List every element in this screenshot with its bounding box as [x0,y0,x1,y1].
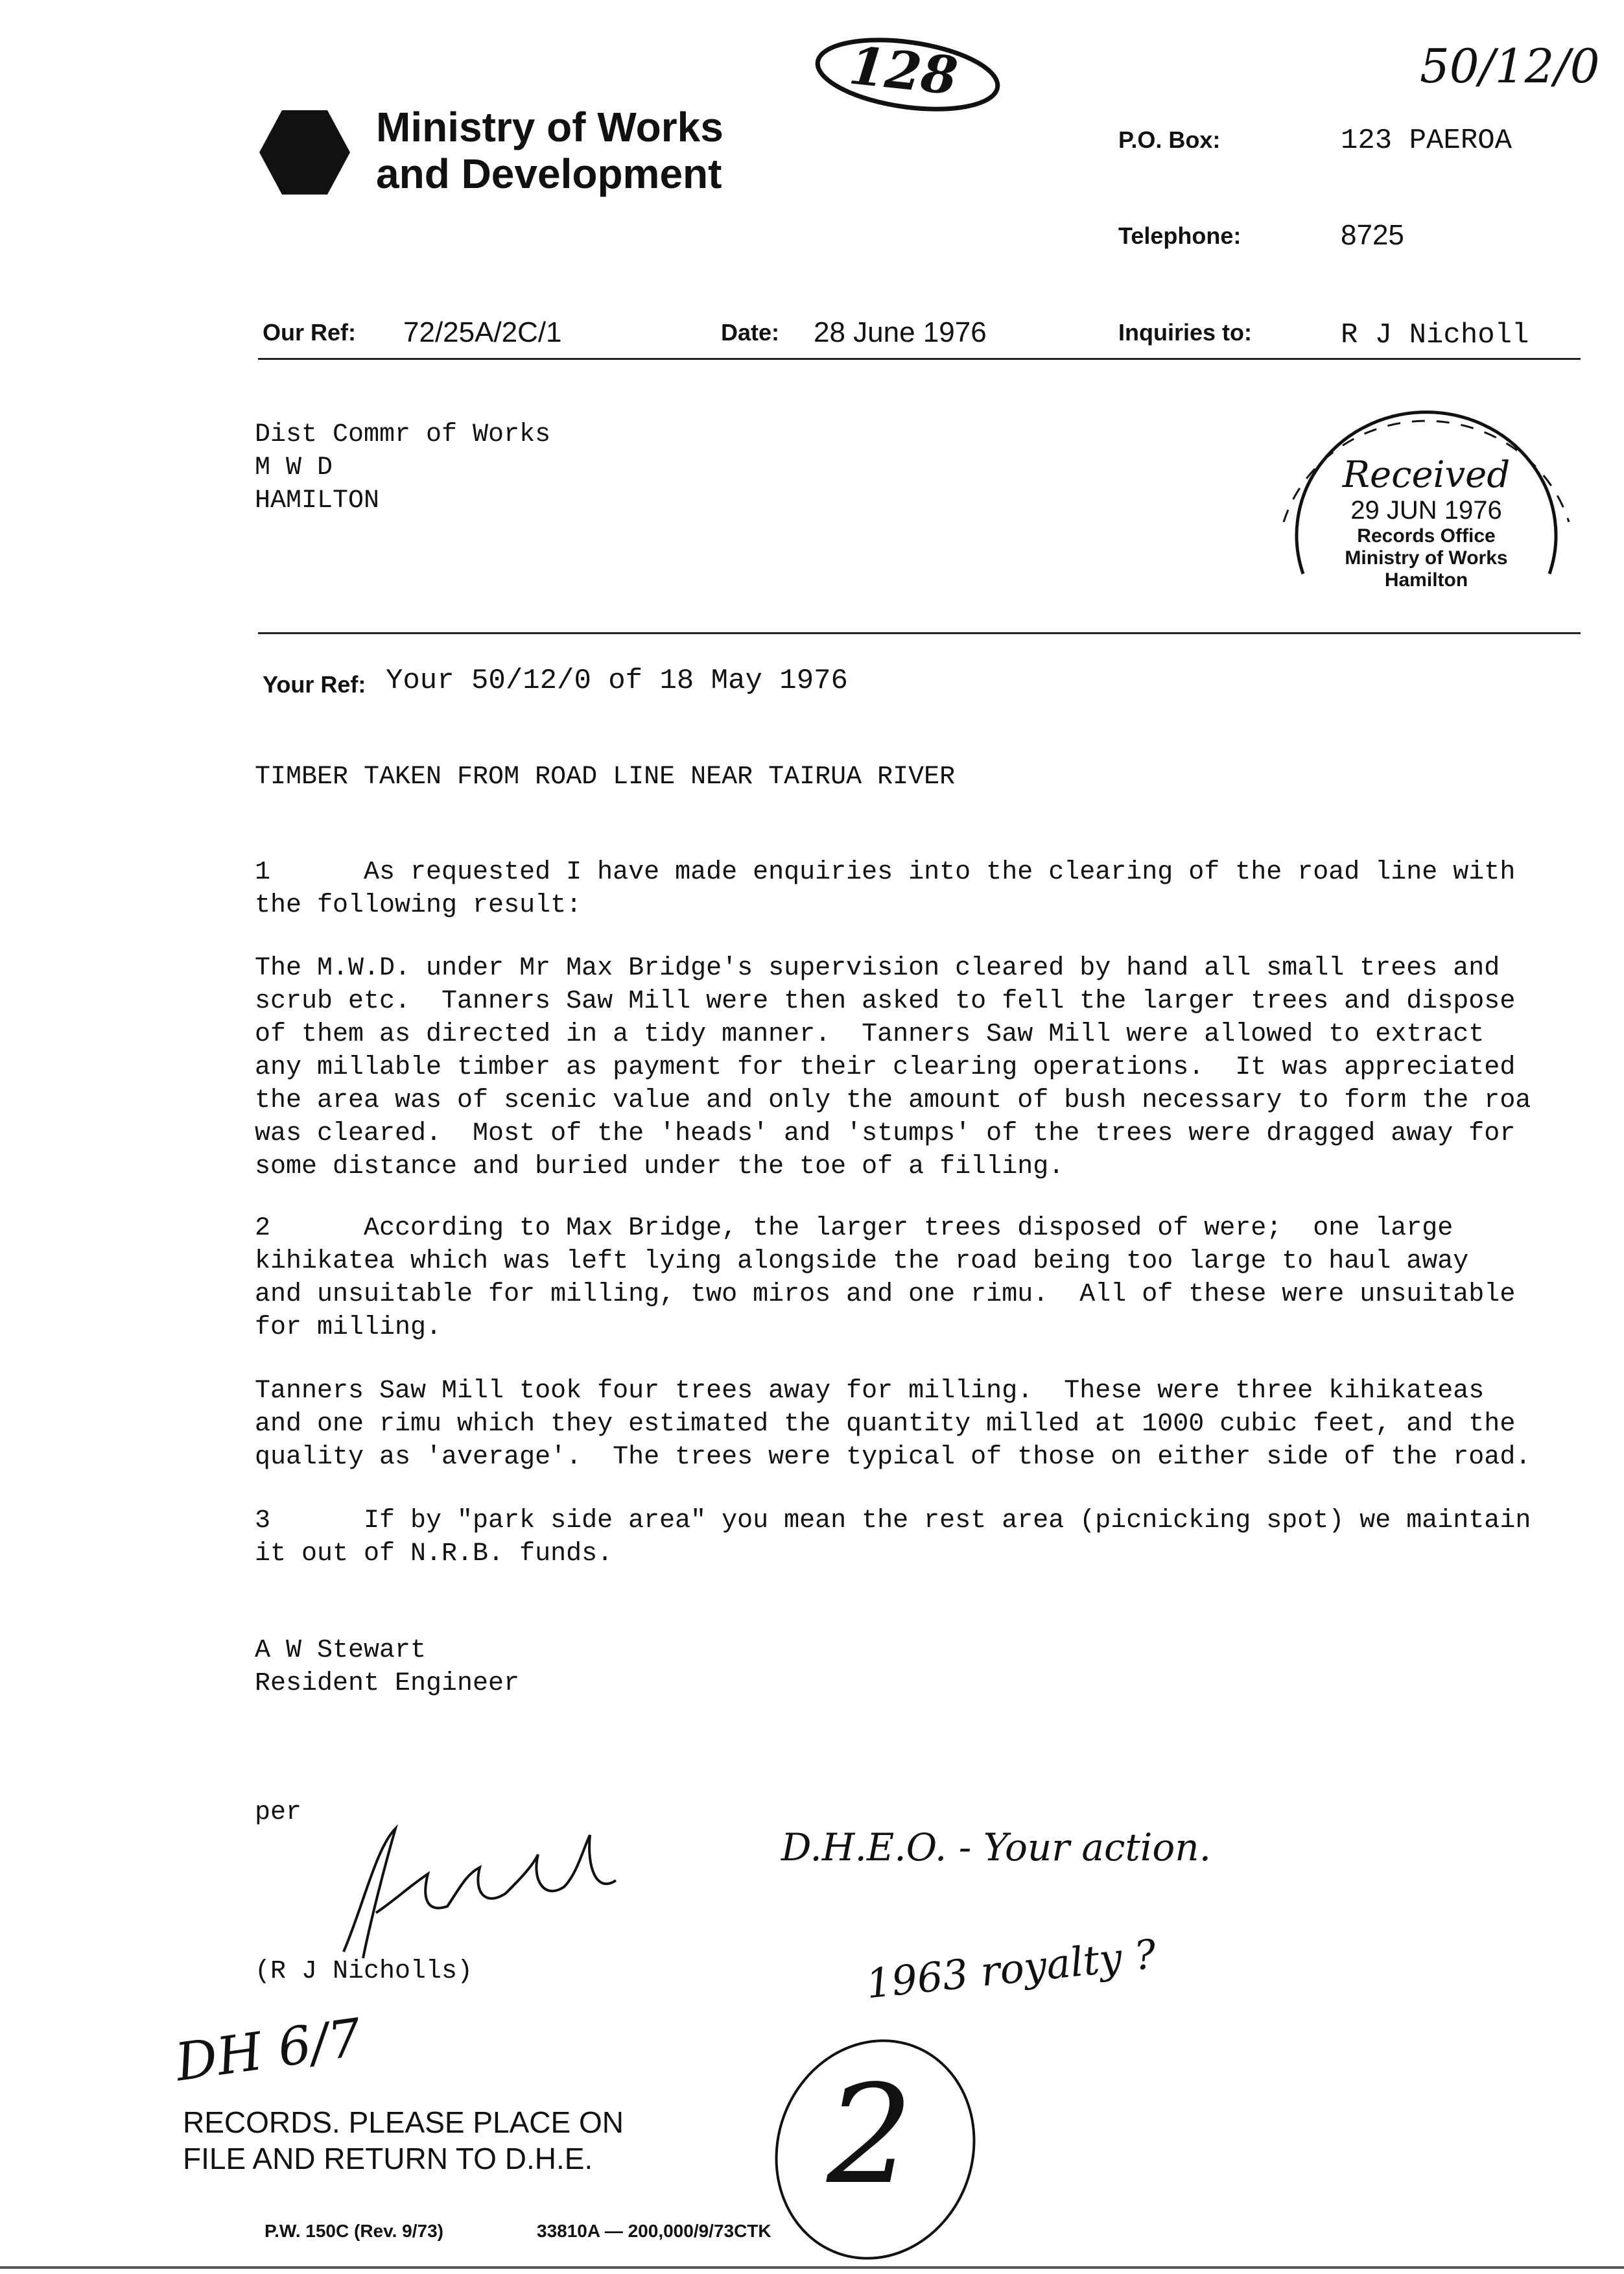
telephone-value: 8725 [1341,219,1404,251]
stamp-line-2: Ministry of Works [1345,547,1508,569]
stamp-date: 29 JUN 1976 [1350,496,1502,525]
letter-subject: TIMBER TAKEN FROM ROAD LINE NEAR TAIRUA RIVER [255,763,956,792]
date-label: Date: [721,319,780,346]
stamp-line-3: Hamilton [1384,569,1468,591]
records-instruction [183,2104,624,2177]
our-ref-value: 72/25A/2C/1 [403,316,562,348]
initials-annotation: DH 6/7 [171,2007,366,2093]
paragraph-3: 2 According to Max Bridge, the larger trees disposed of were; one large kihikatea which was left lying alongside the road being too large to haul away and unsuitable for milling, two miros and one rimu. All of these were unsuitable for milling. [255,1214,1516,1342]
signer-title: Resident Engineer [255,1669,520,1698]
addressee-line-2: M W D [255,453,333,482]
po-box-value: 123 PAEROA [1341,124,1512,157]
our-ref-label: Our Ref: [263,319,356,346]
records-line-1: RECORDS. PLEASE PLACE ON [183,2105,624,2139]
paragraph-4: Tanners Saw Mill took four trees away for milling. These were three kihikateas and one rimu which they estimated the quantity milled at 1000 cubic feet, and the quality as 'average'. The trees were typical of those on either side of the road. [255,1377,1531,1472]
circled-number: 128 [846,34,961,107]
stamp-received: Received [1342,454,1511,496]
ministry-logo [259,110,350,195]
organization-name [376,104,724,197]
per-label: per [255,1798,302,1827]
addressee-line-3: HAMILTON [255,486,380,515]
file-number-annotation: 50/12/0 [1420,39,1600,93]
your-ref-value: Your 50/12/0 of 18 May 1976 [386,665,848,697]
your-ref-label: Your Ref: [263,671,366,698]
org-line-1: Ministry of Works [376,104,724,150]
date-value: 28 June 1976 [814,316,987,348]
paragraph-2: The M.W.D. under Mr Max Bridge's supervision cleared by hand all small trees and scrub etc. Tanners Saw Mill were then asked to fell the larger trees and dispose of them as directed in a tidy manner. Tanners Saw Mill were allowed to extract any millable timber as payment for their clearing operations. It was appreciated the area was of scenic value and only the amount of bush necessary to form the roa was cleared. Most of the 'heads' and 'stumps' of the trees were dragged away for some distance and buried under the toe of a filling. [255,954,1531,1181]
handwritten-signature [324,1809,622,1965]
org-line-2: and Development [376,150,722,197]
stamp-line-1: Records Office [1357,525,1496,547]
records-line-2: FILE AND RETURN TO D.H.E. [183,2142,593,2175]
paragraph-1: 1 As requested I have made enquiries into the clearing of the road line with the following result: [255,858,1516,920]
bottom-edge [0,2266,1624,2269]
addressee-block [255,418,550,517]
addressee-line-1: Dist Commr of Works [255,420,551,449]
form-number: P.W. 150C (Rev. 9/73) [265,2221,443,2241]
note-royalty: 1963 royalty ? [864,1930,1159,2008]
po-box-label: P.O. Box: [1118,126,1221,153]
big-number: 2 [827,2055,913,2214]
stamp-text-block [1310,454,1543,591]
inquiries-label: Inquiries to: [1118,319,1252,346]
signer-name: A W Stewart [255,1636,427,1665]
print-number: 33810A — 200,000/9/73CTK [537,2221,771,2241]
paragraph-5: 3 If by "park side area" you mean the rest area (picnicking spot) we maintain it out of N.R.B. funds. [255,1506,1531,1569]
telephone-label: Telephone: [1118,222,1242,249]
note-action: D.H.E.O. - Your action. [781,1825,1212,1869]
signed-by: (R J Nicholls) [255,1957,473,1986]
address-rule [258,632,1581,634]
inquiries-value: R J Nicholl [1341,319,1529,351]
